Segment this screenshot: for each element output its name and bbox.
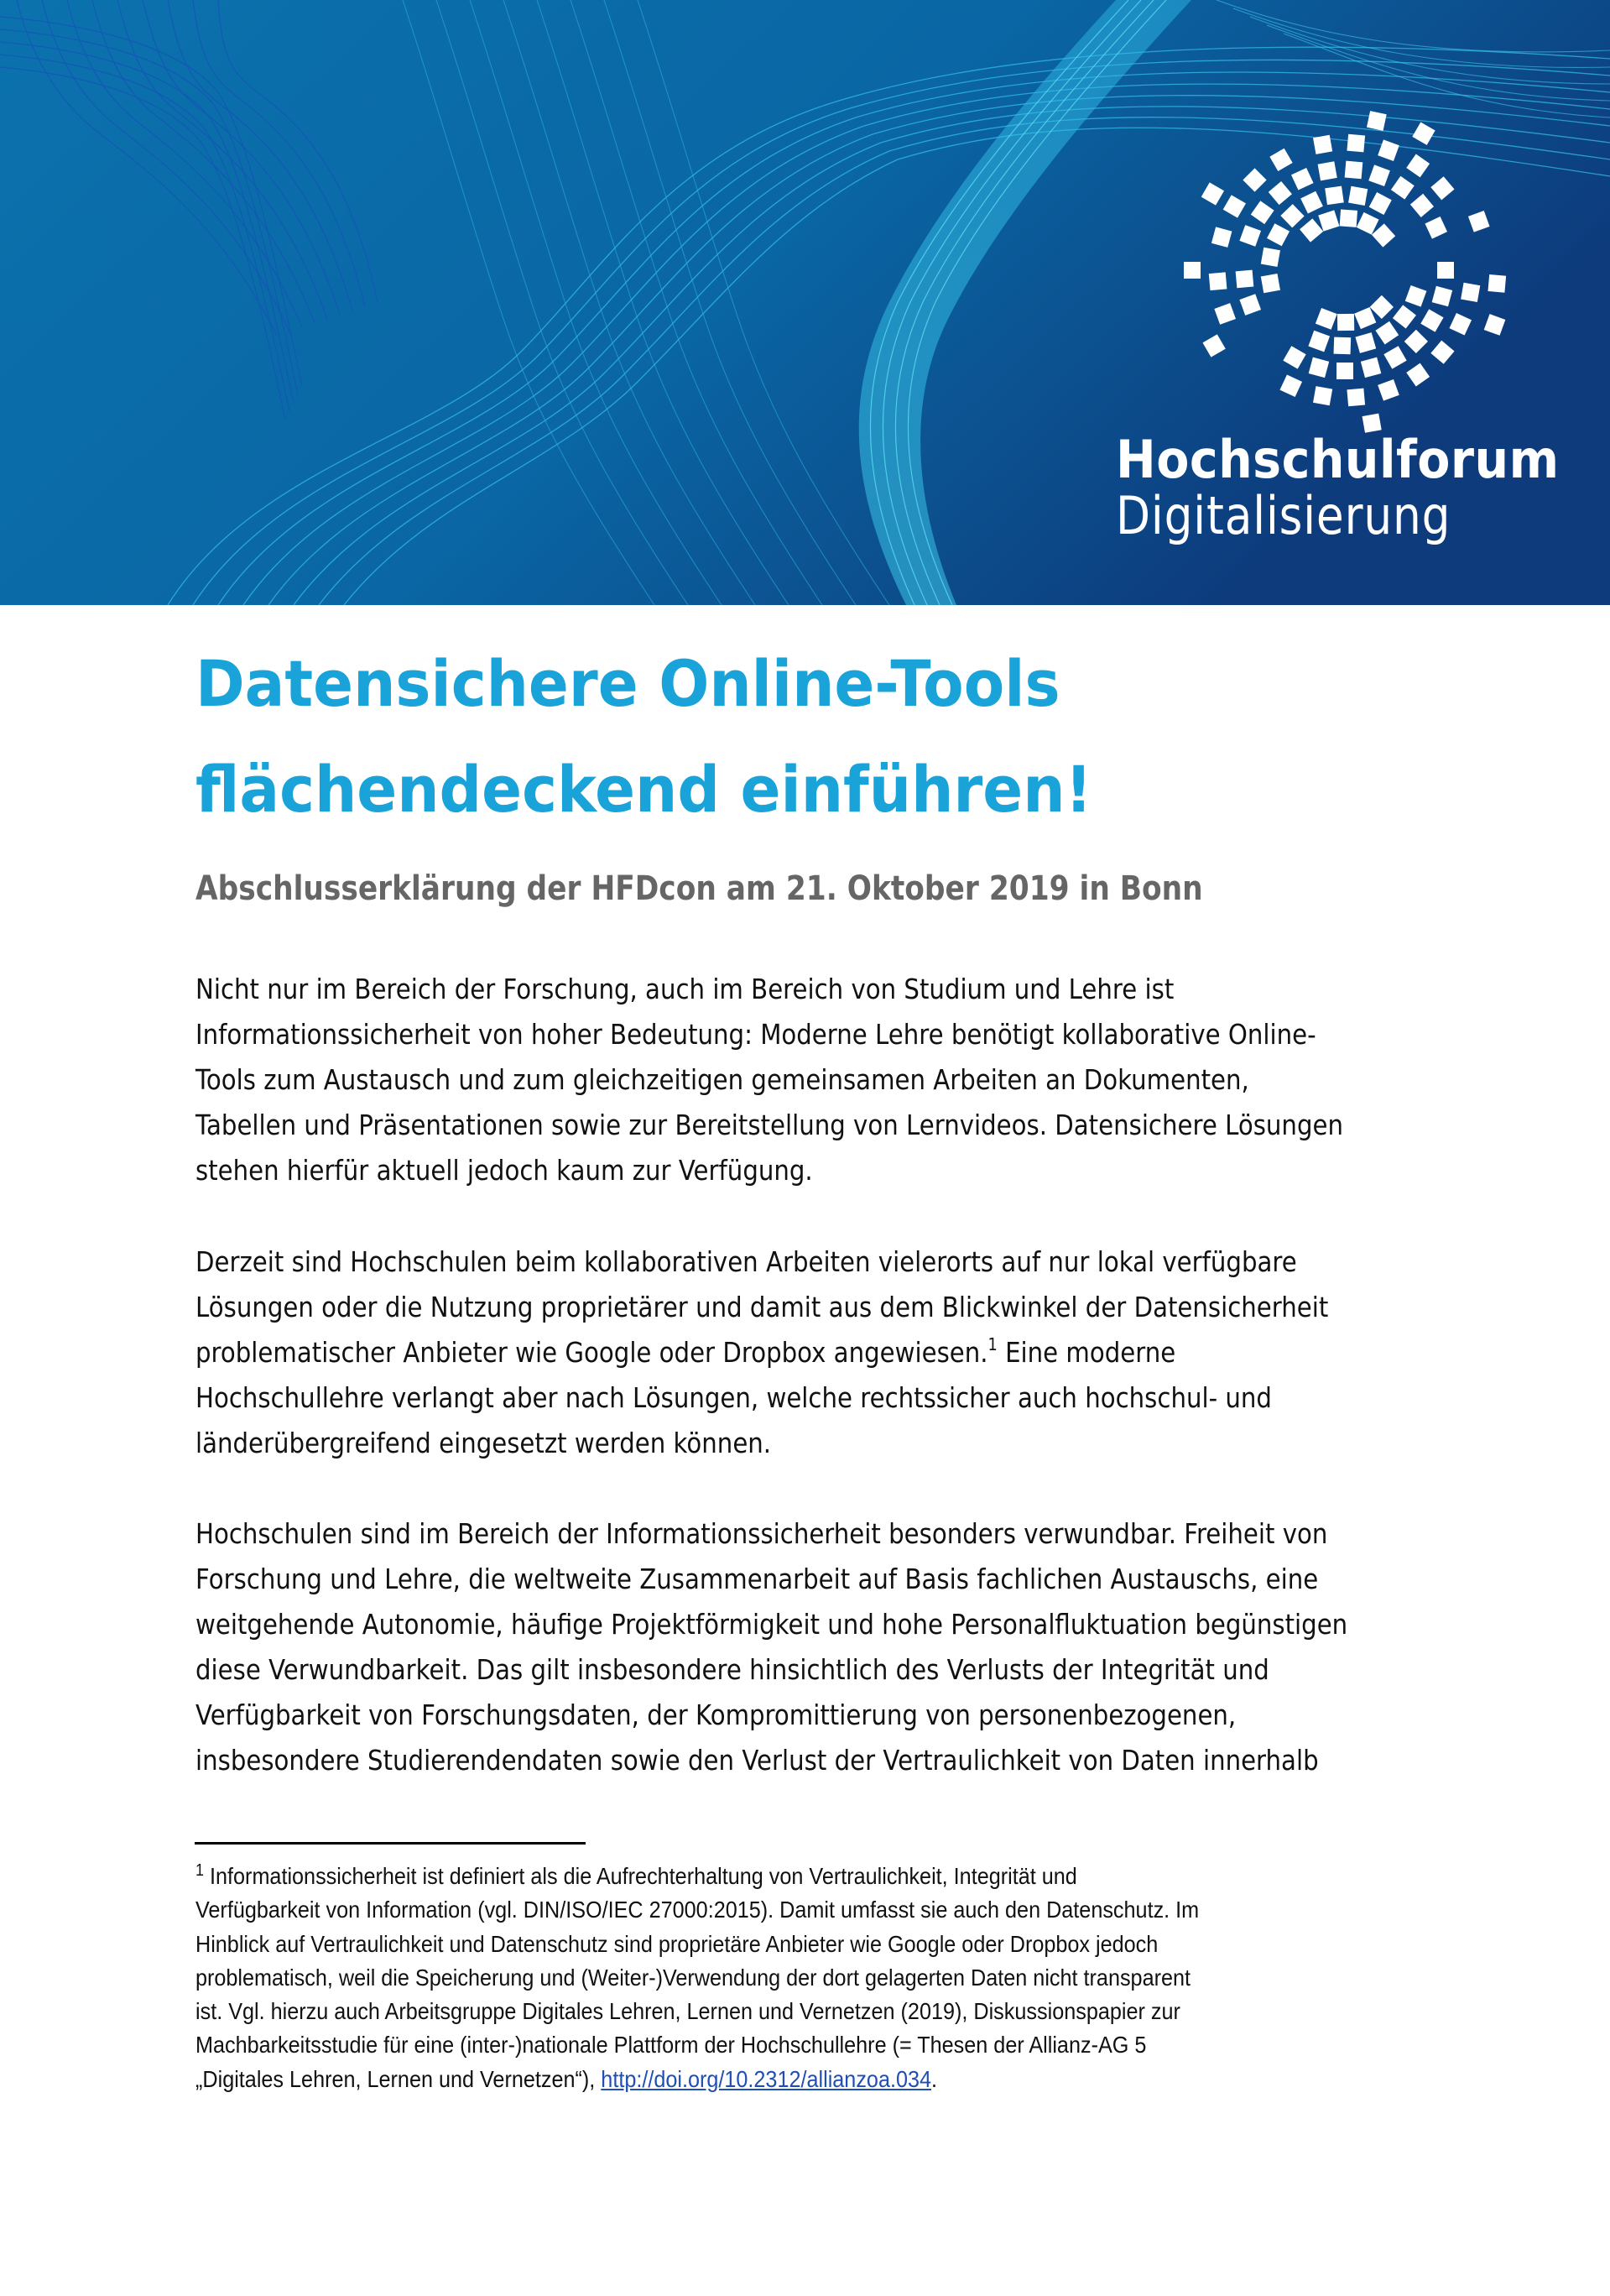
text-line: Tabellen und Präsentationen sowie zur Bereitstellung von Lernvideos. Datensichere Lösungen xyxy=(195,1109,1343,1141)
text-segment: problematischer Anbieter wie Google oder Dropbox angewiesen. xyxy=(195,1336,988,1369)
text-line: Informationssicherheit von hoher Bedeutung: Moderne Lehre benötigt kollaborative Online- xyxy=(195,1018,1316,1051)
header-banner xyxy=(0,0,1610,605)
footnote xyxy=(195,1860,1471,2096)
paragraph-3 xyxy=(195,1511,1454,1783)
page-subtitle: Abschlusserklärung der HFDcon am 21. Oktober 2019 in Bonn xyxy=(195,869,1203,908)
logo-text-hochschulforum: Hochschulforum xyxy=(1116,429,1560,490)
text-line: stehen hierfür aktuell jedoch kaum zur Verfügung. xyxy=(195,1154,813,1187)
text-line: diese Verwundbarkeit. Das gilt insbesondere hinsichtlich des Verlusts der Integrität und xyxy=(195,1653,1269,1686)
footnote-number: 1 xyxy=(195,1861,205,1880)
logo-text-digitalisierung: Digitalisierung xyxy=(1116,485,1451,546)
doi-link[interactable]: http://doi.org/10.2312/allianzoa.034 xyxy=(601,2065,932,2092)
footnote-reference[interactable]: 1 xyxy=(987,1334,998,1354)
text-line: Derzeit sind Hochschulen beim kollaborativen Arbeiten vielerorts auf nur lokal verfügbare xyxy=(195,1245,1297,1278)
text-line: Forschung und Lehre, die weltweite Zusammenarbeit auf Basis fachlichen Austauschs, eine xyxy=(195,1563,1319,1595)
text-line: Tools zum Austausch und zum gleichzeitigen gemeinsamen Arbeiten an Dokumenten, xyxy=(195,1063,1249,1096)
page-title-line-2: flächendeckend einführen! xyxy=(195,752,1092,827)
footnote-line: Verfügbarkeit von Information (vgl. DIN/ISO/IEC 27000:2015). Damit umfasst sie auch den Datenschutz. Im xyxy=(195,1897,1200,1923)
footnote-line: ist. Vgl. hierzu auch Arbeitsgruppe Digitales Lehren, Lernen und Vernetzen (2019), Diskussionspapier zur xyxy=(195,1998,1180,2025)
footnote-separator xyxy=(195,1842,586,1845)
text-line: Hochschulen sind im Bereich der Informationssicherheit besonders verwundbar. Freiheit von xyxy=(195,1517,1328,1550)
text-line: länderübergreifend eingesetzt werden können. xyxy=(195,1427,772,1459)
paragraph-2 xyxy=(195,1239,1454,1466)
footnote-line xyxy=(195,2063,1343,2096)
text-segment: Eine moderne xyxy=(997,1336,1176,1369)
text-line: Verfügbarkeit von Forschungsdaten, der Kompromittierung von personenbezogenen, xyxy=(195,1699,1237,1731)
text-segment: Informationssicherheit ist definiert als die Aufrechterhaltung von Vertraulichkeit, Integrität und xyxy=(204,1863,1077,1889)
text-line-with-footnote xyxy=(195,1330,1310,1375)
text-segment: . xyxy=(931,2065,938,2092)
footnote-line: Machbarkeitsstudie für eine (inter-)nationale Plattform der Hochschullehre (= Thesen der Allianz-AG 5 xyxy=(195,2032,1147,2059)
text-line: insbesondere Studierendendaten sowie den Verlust der Vertraulichkeit von Daten innerhalb xyxy=(195,1744,1319,1777)
text-line: Lösungen oder die Nutzung proprietärer und damit aus dem Blickwinkel der Datensicherheit xyxy=(195,1291,1329,1323)
text-line: Nicht nur im Bereich der Forschung, auch im Bereich von Studium und Lehre ist xyxy=(195,973,1175,1005)
paragraph-1 xyxy=(195,967,1454,1193)
text-line: Hochschullehre verlangt aber nach Lösungen, welche rechtssicher auch hochschul- und xyxy=(195,1381,1272,1414)
footnote-line: Hinblick auf Vertraulichkeit und Datenschutz sind proprietäre Anbieter wie Google oder Dropbox jedoch xyxy=(195,1930,1159,1957)
hfd-logo-icon xyxy=(1169,94,1521,446)
footnote-line xyxy=(195,1860,1343,1893)
text-line: weitgehende Autonomie, häufige Projektförmigkeit und hohe Personalfluktuation begünstigen xyxy=(195,1608,1348,1641)
text-segment: „Digitales Lehren, Lernen und Vernetzen“), xyxy=(195,2065,602,2092)
page-title-line-1: Datensichere Online-Tools xyxy=(195,646,1060,721)
footnote-line: problematisch, weil die Speicherung und (Weiter-)Verwendung der dort gelagerten Daten nicht transparent xyxy=(195,1964,1191,1991)
